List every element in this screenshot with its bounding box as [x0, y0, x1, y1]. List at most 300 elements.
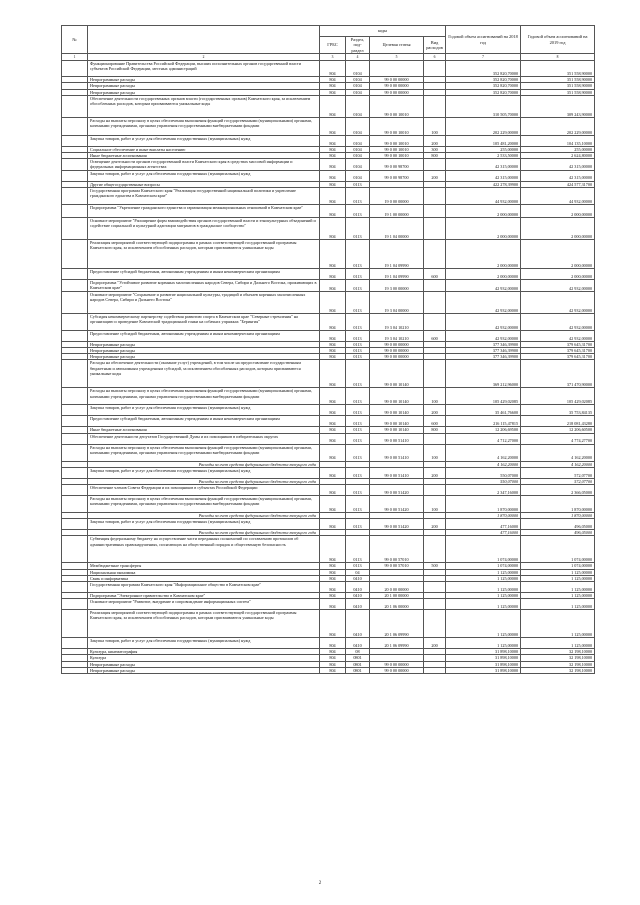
- row-razdel: 0113: [346, 348, 370, 354]
- row-amount-2018: 31 898,10000: [446, 661, 521, 667]
- row-num: [62, 268, 88, 279]
- row-amount-2019: 218 081,43280: [521, 416, 595, 427]
- row-name: Непрограммные расходы: [88, 667, 320, 673]
- table-header: [62, 26, 595, 61]
- row-expense-type: 200: [424, 135, 446, 146]
- row-grbs: 804: [320, 569, 346, 575]
- row-grbs: 804: [320, 433, 346, 444]
- row-name: Расходы за счет средств федерального бюджета текущего года: [88, 513, 320, 519]
- row-grbs: 804: [320, 159, 346, 170]
- table-row: [62, 519, 595, 530]
- row-amount-2018: 105 481,20000: [446, 135, 521, 146]
- row-razdel: 0113: [346, 433, 370, 444]
- row-amount-2018: 2 000,00000: [446, 239, 521, 268]
- row-expense-type: 200: [424, 405, 446, 416]
- row-target-article: 99 0 00 10010: [370, 117, 424, 135]
- page-number: 2: [318, 881, 322, 886]
- row-expense-type: [424, 291, 446, 313]
- row-razdel: 0113: [346, 291, 370, 313]
- row-target-article: 99 0 00 10140: [370, 416, 424, 427]
- row-razdel: 0113: [346, 217, 370, 239]
- row-amount-2019: 202 229,00000: [521, 117, 595, 135]
- row-name: Расходы на выплаты персоналу в целях обеспечения выполнения функций государственными (муниципальными) органами, казенными учреждениями, органами управления государственными внебюджетными фондами: [88, 388, 320, 405]
- row-num: [62, 95, 88, 117]
- row-amount-2019: 371 470,90000: [521, 360, 595, 388]
- row-expense-type: [424, 433, 446, 444]
- row-expense-type: [424, 582, 446, 593]
- row-amount-2019: 105 429,02085: [521, 388, 595, 405]
- row-amount-2018: 1 074,00000: [446, 563, 521, 569]
- row-expense-type: [424, 95, 446, 117]
- row-expense-type: [424, 599, 446, 610]
- row-target-article: 99 0 00 10140: [370, 360, 424, 388]
- row-amount-2019: 1 074,00000: [521, 536, 595, 563]
- row-amount-2018: 42 932,00000: [446, 291, 521, 313]
- colnum-4: 4: [346, 54, 370, 61]
- row-expense-type: [424, 204, 446, 217]
- row-grbs: 804: [320, 181, 346, 187]
- row-target-article: 99 0 00 98700: [370, 159, 424, 170]
- row-amount-2018: 105 429,02085: [446, 388, 521, 405]
- header-name: [88, 26, 320, 54]
- row-razdel: 0113: [346, 360, 370, 388]
- row-razdel: 0801: [346, 655, 370, 661]
- row-num: [62, 170, 88, 181]
- row-target-article: 99 0 00 10010: [370, 146, 424, 152]
- row-amount-2018: 352 820,70000: [446, 83, 521, 89]
- header-num: №: [62, 26, 88, 54]
- row-razdel: 0113: [346, 519, 370, 530]
- row-expense-type: [424, 610, 446, 638]
- row-target-article: 99 0 00 00000: [370, 354, 424, 360]
- row-amount-2018: 42 932,00000: [446, 313, 521, 330]
- row-expense-type: 200: [424, 170, 446, 181]
- row-name: Связь и информатика: [88, 575, 320, 581]
- row-amount-2018: 1 870,00000: [446, 513, 521, 519]
- row-amount-2019: 1 125,00000: [521, 638, 595, 649]
- row-amount-2018: 1 125,00000: [446, 610, 521, 638]
- row-amount-2019: 351 558,90000: [521, 83, 595, 89]
- row-amount-2018: 2 347,16000: [446, 485, 521, 496]
- row-name: Предоставление субсидий бюджетным, автономным учреждениям и иным некоммерческим организациям: [88, 268, 320, 279]
- table-row: [62, 204, 595, 217]
- table-row: [62, 444, 595, 461]
- table-row: [62, 485, 595, 496]
- row-grbs: 804: [320, 427, 346, 433]
- row-amount-2019: 32 198,10000: [521, 649, 595, 655]
- row-grbs: 804: [320, 610, 346, 638]
- row-expense-type: [424, 239, 446, 268]
- row-amount-2019: 35 753,84135: [521, 405, 595, 416]
- row-amount-2019: 44 932,00000: [521, 187, 595, 204]
- row-target-article: 99 0 00 00000: [370, 77, 424, 83]
- table-row: [62, 496, 595, 513]
- row-name: Функционирование Правительства Российской Федерации, высших исполнительных органов государственной власти субъектов Российской Федерации, местных администраций: [88, 61, 320, 77]
- row-name: Непрограммные расходы: [88, 661, 320, 667]
- row-amount-2019: 42 932,00000: [521, 279, 595, 291]
- row-num: [62, 61, 88, 77]
- row-amount-2019: 32 198,10000: [521, 667, 595, 673]
- row-name: Закупка товаров, работ и услуг для обеспечения государственных (муниципальных) нужд: [88, 638, 320, 649]
- row-amount-2018: 31 898,10000: [446, 667, 521, 673]
- row-name: Межбюджетные трансферты: [88, 563, 320, 569]
- table-row: [62, 599, 595, 610]
- row-grbs: 804: [320, 638, 346, 649]
- header-grbs: ГРБС: [320, 37, 346, 54]
- row-name: Закупка товаров, работ и услуг для обеспечения государственных (муниципальных) нужд: [88, 519, 320, 530]
- row-name: Расходы за счет средств федерального бюджета текущего года: [88, 461, 320, 467]
- row-razdel: 0113: [346, 405, 370, 416]
- row-amount-2018: 369 212,96000: [446, 360, 521, 388]
- row-amount-2018: 310 505,70000: [446, 95, 521, 117]
- row-amount-2019: 2 000,00000: [521, 217, 595, 239]
- row-name: Расходы за счет средств федерального бюджета текущего года: [88, 478, 320, 484]
- table-row: [62, 135, 595, 146]
- row-target-article: 99 0 00 10140: [370, 427, 424, 433]
- row-amount-2018: 1 125,00000: [446, 569, 521, 575]
- row-grbs: 804: [320, 405, 346, 416]
- row-target-article: 20 1 00 00000: [370, 593, 424, 599]
- row-amount-2019: 104 135,10000: [521, 135, 595, 146]
- row-target-article: 19 0 00 00000: [370, 187, 424, 204]
- row-name: Государственная программа Камчатского края "Информационное общество в Камчатском крае": [88, 582, 320, 593]
- row-amount-2019: 42 932,00000: [521, 291, 595, 313]
- row-amount-2019: 1 125,00000: [521, 569, 595, 575]
- row-amount-2018: 42 315,00000: [446, 159, 521, 170]
- row-num: [62, 667, 88, 673]
- row-razdel: 0104: [346, 83, 370, 89]
- row-num: [62, 405, 88, 416]
- row-amount-2018: 352 820,70000: [446, 89, 521, 95]
- row-target-article: 99 0 00 98700: [370, 170, 424, 181]
- colnum-6: 6: [424, 54, 446, 61]
- row-num: [62, 416, 88, 427]
- row-grbs: 804: [320, 217, 346, 239]
- row-target-article: 20 0 00 00000: [370, 582, 424, 593]
- row-razdel: 0410: [346, 599, 370, 610]
- row-grbs: 804: [320, 667, 346, 673]
- row-target-article: 99 0 00 00000: [370, 89, 424, 95]
- row-name: Основное мероприятие "Сохранение и развитие национальной культуры, традиций и обычаев коренных малочисленных народов Севера, Сибири и Дальнего Востока": [88, 291, 320, 313]
- row-num: [62, 187, 88, 204]
- row-num: [62, 291, 88, 313]
- row-amount-2018: 1 074,00000: [446, 536, 521, 563]
- row-grbs: 804: [320, 563, 346, 569]
- row-target-article: 20 1 06 09990: [370, 610, 424, 638]
- row-target-article: 19 1 04 09990: [370, 239, 424, 268]
- row-razdel: 0410: [346, 593, 370, 599]
- row-amount-2019: 1 125,00000: [521, 593, 595, 599]
- colnum-2: 2: [88, 54, 320, 61]
- row-razdel: 0113: [346, 427, 370, 433]
- table-row: [62, 667, 595, 673]
- row-razdel: 0104: [346, 146, 370, 152]
- colnum-5: 5: [370, 54, 424, 61]
- row-name: Непрограммные расходы: [88, 77, 320, 83]
- row-grbs: 804: [320, 485, 346, 496]
- row-num: [62, 582, 88, 593]
- row-num: [62, 536, 88, 563]
- row-expense-type: 800: [424, 427, 446, 433]
- row-num: [62, 217, 88, 239]
- row-amount-2019: 42 932,00000: [521, 313, 595, 330]
- row-num: [62, 519, 88, 530]
- row-amount-2018: 550,07000: [446, 467, 521, 478]
- row-amount-2019: 42 315,00000: [521, 159, 595, 170]
- row-amount-2018: 12 206,69500: [446, 427, 521, 433]
- row-num: [62, 239, 88, 268]
- row-amount-2019: 1 125,00000: [521, 575, 595, 581]
- row-razdel: 0113: [346, 496, 370, 513]
- colnum-8: 8: [521, 54, 595, 61]
- row-target-article: 19 3 04 10210: [370, 313, 424, 330]
- row-target-article: 99 0 00 57010: [370, 536, 424, 563]
- row-grbs: 804: [320, 388, 346, 405]
- row-razdel: 0113: [346, 268, 370, 279]
- row-name: Непрограммные расходы: [88, 354, 320, 360]
- row-expense-type: 100: [424, 117, 446, 135]
- row-expense-type: 300: [424, 146, 446, 152]
- colnum-3: 3: [320, 54, 346, 61]
- row-grbs: 804: [320, 360, 346, 388]
- row-amount-2019: 1 125,00000: [521, 610, 595, 638]
- row-name: Культура, кинематография: [88, 649, 320, 655]
- row-name: Подпрограмма "Электронное правительство в Камчатском крае": [88, 593, 320, 599]
- row-amount-2018: 352 820,70000: [446, 61, 521, 77]
- row-razdel: 0113: [346, 181, 370, 187]
- row-amount-2018: 4 162,20000: [446, 461, 521, 467]
- row-amount-2018: 352 820,70000: [446, 77, 521, 83]
- row-amount-2019: 351 558,90000: [521, 89, 595, 95]
- row-amount-2018: 1 125,00000: [446, 599, 521, 610]
- table-row: [62, 638, 595, 649]
- row-name: Культура: [88, 655, 320, 661]
- row-target-article: 99 0 00 00000: [370, 667, 424, 673]
- table-row: [62, 388, 595, 405]
- row-amount-2019: 1 870,00000: [521, 496, 595, 513]
- row-name: Расходы на выплаты персоналу в целях обеспечения выполнения функций государственными (муниципальными) органами, казенными учреждениями, органами управления государственными внебюджетными фондами: [88, 117, 320, 135]
- row-name: Подпрограмма "Устойчивое развитие коренных малочисленных народов Севера, Сибири и Дальнего Востока, проживающих в Камчатском крае": [88, 279, 320, 291]
- row-grbs: 804: [320, 89, 346, 95]
- row-name: Субсидия некоммерческому партнерству содействия развитию спорта в Камчатском крае "Северные стремления" на организацию и проведение Камчатской традиционной гонки на собачьих упряжках "Берингия": [88, 313, 320, 330]
- row-amount-2018: 31 898,10000: [446, 655, 521, 661]
- row-target-article: [370, 61, 424, 77]
- row-razdel: 0104: [346, 135, 370, 146]
- row-grbs: 804: [320, 341, 346, 347]
- row-name: Иные бюджетные ассигнования: [88, 153, 320, 159]
- table-row: [62, 279, 595, 291]
- row-razdel: 0113: [346, 187, 370, 204]
- row-name: Предоставление субсидий бюджетным, автономным учреждениям и иным некоммерческим организациям: [88, 416, 320, 427]
- row-grbs: 804: [320, 444, 346, 461]
- row-target-article: 19 1 04 09990: [370, 268, 424, 279]
- row-amount-2018: 4 712,27000: [446, 433, 521, 444]
- row-razdel: 0410: [346, 610, 370, 638]
- row-name: Закупка товаров, работ и услуг для обеспечения государственных (муниципальных) нужд: [88, 405, 320, 416]
- row-razdel: 0113: [346, 279, 370, 291]
- row-name: Предоставление субсидий бюджетным, автономным учреждениям и иным некоммерческим организациям: [88, 330, 320, 341]
- row-amount-2019: 379 645,31700: [521, 341, 595, 347]
- row-amount-2018: 42 932,00000: [446, 330, 521, 341]
- row-amount-2019: 4 774,27700: [521, 433, 595, 444]
- row-target-article: 20 1 06 09990: [370, 638, 424, 649]
- row-amount-2019: 572,07700: [521, 467, 595, 478]
- row-amount-2019: 1 125,00000: [521, 599, 595, 610]
- row-amount-2018: 216 115,47815: [446, 416, 521, 427]
- row-num: [62, 135, 88, 146]
- row-grbs: 804: [320, 95, 346, 117]
- row-expense-type: 800: [424, 153, 446, 159]
- table-row: [62, 610, 595, 638]
- row-target-article: 20 1 06 00000: [370, 599, 424, 610]
- row-razdel: 0113: [346, 354, 370, 360]
- row-expense-type: 500: [424, 563, 446, 569]
- row-amount-2019: 32 198,10000: [521, 655, 595, 661]
- row-razdel: 0113: [346, 388, 370, 405]
- budget-table-sheet: [61, 25, 594, 674]
- row-razdel: 0410: [346, 575, 370, 581]
- row-target-article: 99 0 00 51410: [370, 467, 424, 478]
- row-grbs: 804: [320, 77, 346, 83]
- row-expense-type: [424, 313, 446, 330]
- row-grbs: 804: [320, 593, 346, 599]
- row-target-article: 99 0 00 51420: [370, 485, 424, 496]
- row-expense-type: [424, 187, 446, 204]
- row-num: [62, 496, 88, 513]
- row-target-article: 19 1 04 00000: [370, 217, 424, 239]
- row-name: Непрограммные расходы: [88, 83, 320, 89]
- row-target-article: 99 0 00 51420: [370, 519, 424, 530]
- row-grbs: 804: [320, 83, 346, 89]
- row-amount-2018: 1 125,00000: [446, 582, 521, 593]
- colnum-1: 1: [62, 54, 88, 61]
- row-amount-2019: 309 243,90000: [521, 95, 595, 117]
- row-razdel: 0104: [346, 95, 370, 117]
- row-expense-type: [424, 667, 446, 673]
- row-razdel: 0104: [346, 153, 370, 159]
- row-name: Другие общегосударственные вопросы: [88, 181, 320, 187]
- table-row: [62, 433, 595, 444]
- row-amount-2018: 2 533,50000: [446, 153, 521, 159]
- row-expense-type: 100: [424, 388, 446, 405]
- row-razdel: 0113: [346, 341, 370, 347]
- row-target-article: 19 3 04 00000: [370, 291, 424, 313]
- row-name: Непрограммные расходы: [88, 341, 320, 347]
- row-name: Закупка товаров, работ и услуг для обеспечения государственных (муниципальных) нужд: [88, 135, 320, 146]
- row-grbs: 804: [320, 117, 346, 135]
- row-grbs: 804: [320, 204, 346, 217]
- row-amount-2019: 12 206,60500: [521, 427, 595, 433]
- row-amount-2018: 1 125,00000: [446, 638, 521, 649]
- row-grbs: 804: [320, 291, 346, 313]
- table-row: [62, 95, 595, 117]
- row-name: Реализация мероприятий соответствующей подпрограммы в рамках соответствующей государственной программы Камчатского края, за исключением обособленных расходов, которым присваиваются уникальные коды: [88, 610, 320, 638]
- row-name: Основное мероприятие "Расширение форм взаимодействия органов государственной власти и этнокультурных объединений и содействие социальной и культурной адаптации мигрантов в гражданское сообщество": [88, 217, 320, 239]
- row-name: Освещение деятельности органов государственной власти Камчатского края в средствах массовой информации и федеральных информационных агентствах: [88, 159, 320, 170]
- row-amount-2019: 2 000,00000: [521, 239, 595, 268]
- row-expense-type: [424, 61, 446, 77]
- row-target-article: 99 0 00 10010: [370, 135, 424, 146]
- row-grbs: 804: [320, 467, 346, 478]
- header-amount-2018: Годовой объем ассигнований на 2018 год: [446, 26, 521, 54]
- row-razdel: 0113: [346, 485, 370, 496]
- row-razdel: 0113: [346, 416, 370, 427]
- row-razdel: 0104: [346, 170, 370, 181]
- row-expense-type: [424, 485, 446, 496]
- row-num: [62, 388, 88, 405]
- row-expense-type: 100: [424, 496, 446, 513]
- row-target-article: 99 0 00 00000: [370, 661, 424, 667]
- row-amount-2019: 1 125,00000: [521, 582, 595, 593]
- row-name: Расходы на обеспечение деятельности (оказание услуг) учреждений, в том числе на предоставление государственным бюджетным и автономным учреждениям субсидий, за исключением обособленных расходов, которым присваиваются уникальные коды: [88, 360, 320, 388]
- row-name: Обеспечение членов Совета Федерации и их помощников в субъектах Российской Федерации: [88, 485, 320, 496]
- row-amount-2018: 477,16000: [446, 519, 521, 530]
- table-row: [62, 217, 595, 239]
- row-razdel: 0410: [346, 582, 370, 593]
- row-razdel: 0113: [346, 204, 370, 217]
- table-row: [62, 416, 595, 427]
- header-expense-type: Вид расходов: [424, 37, 446, 54]
- header-amount-2019: Годовой объем ассигнований на 2019 год: [521, 26, 595, 54]
- row-num: [62, 467, 88, 478]
- row-amount-2018: 202 229,00000: [446, 117, 521, 135]
- row-amount-2018: 377 346,39900: [446, 341, 521, 347]
- row-name: Расходы на выплаты персоналу в целях обеспечения выполнения функций государственными (муниципальными) органами, казенными учреждениями, органами управления государственными внебюджетными фондами: [88, 496, 320, 513]
- row-name: Расходы за счет средств федерального бюджета текущего года: [88, 530, 320, 536]
- row-razdel: 0801: [346, 667, 370, 673]
- row-grbs: 804: [320, 239, 346, 268]
- table-row: [62, 239, 595, 268]
- table-row: [62, 268, 595, 279]
- row-num: [62, 433, 88, 444]
- row-expense-type: 100: [424, 444, 446, 461]
- row-name: Социальное обеспечение и иные выплаты населению: [88, 146, 320, 152]
- row-grbs: 804: [320, 61, 346, 77]
- row-amount-2018: 377 346,39900: [446, 354, 521, 360]
- row-grbs: 804: [320, 135, 346, 146]
- row-amount-2019: 4 162,20000: [521, 461, 595, 467]
- table-row: [62, 291, 595, 313]
- row-amount-2018: 1 125,00000: [446, 575, 521, 581]
- row-amount-2019: 424 577,31700: [521, 181, 595, 187]
- table-row: [62, 405, 595, 416]
- row-amount-2019: 496,05000: [521, 519, 595, 530]
- row-amount-2018: 35 461,76600: [446, 405, 521, 416]
- row-razdel: 0113: [346, 536, 370, 563]
- table-row: [62, 330, 595, 341]
- row-amount-2018: 42 315,00000: [446, 170, 521, 181]
- row-target-article: 99 0 00 10140: [370, 388, 424, 405]
- row-grbs: 804: [320, 313, 346, 330]
- row-amount-2018: 42 932,00000: [446, 279, 521, 291]
- row-grbs: 804: [320, 519, 346, 530]
- row-razdel: 0410: [346, 638, 370, 649]
- row-target-article: 19 3 04 10210: [370, 330, 424, 341]
- row-grbs: 804: [320, 599, 346, 610]
- table-row: [62, 313, 595, 330]
- row-grbs: 804: [320, 348, 346, 354]
- row-amount-2018: 1 125,00000: [446, 593, 521, 599]
- row-expense-type: 200: [424, 519, 446, 530]
- row-razdel: 0113: [346, 444, 370, 461]
- row-amount-2018: 44 932,00000: [446, 187, 521, 204]
- row-grbs: 804: [320, 649, 346, 655]
- table-row: [62, 159, 595, 170]
- row-target-article: 99 0 00 10010: [370, 95, 424, 117]
- row-name: Закупка товаров, работ и услуг для обеспечения государственных (муниципальных) нужд: [88, 170, 320, 181]
- row-target-article: 99 0 00 00000: [370, 83, 424, 89]
- row-grbs: 804: [320, 582, 346, 593]
